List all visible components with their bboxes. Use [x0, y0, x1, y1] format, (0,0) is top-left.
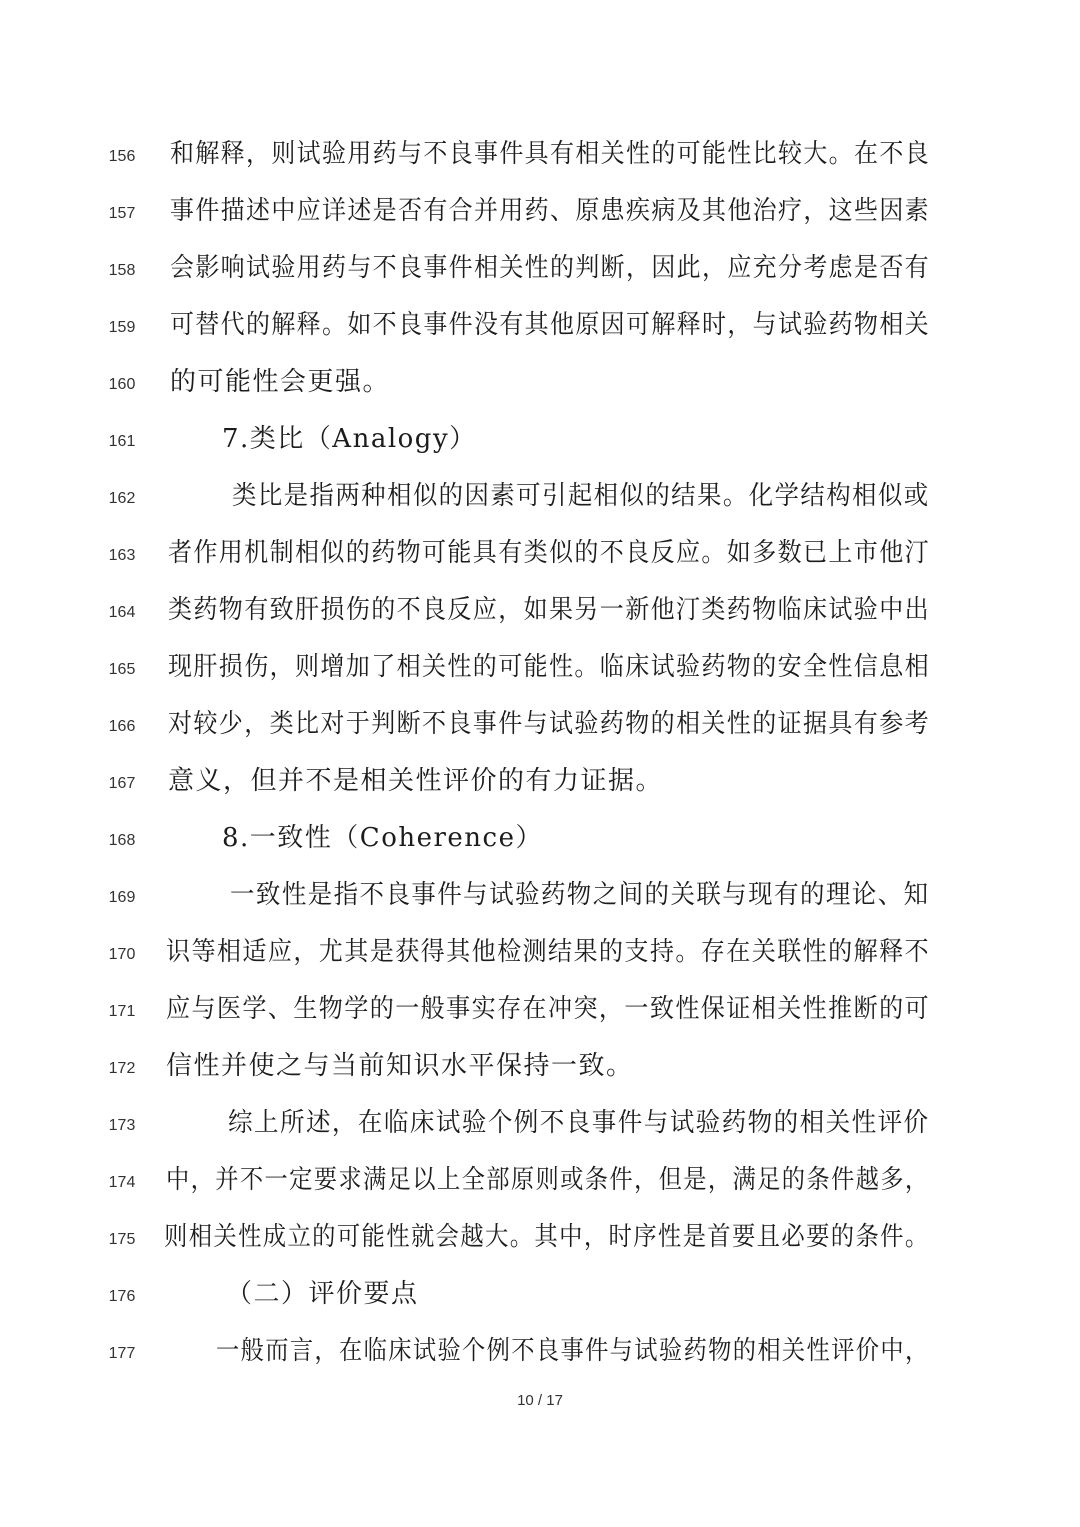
- line-text: 意义，但并不是相关性评价的有力证据。: [168, 766, 664, 796]
- text-line: [0, 761, 1080, 801]
- text-line: [0, 305, 1080, 345]
- line-text: 7.类比（Analogy）: [222, 424, 477, 454]
- line-text: 中，并不一定要求满足以上全部原则或条件，但是，满足的条件越多，: [166, 1165, 930, 1195]
- text-line: [0, 191, 1080, 231]
- line-text: 则相关性成立的可能性就会越大。其中，时序性是首要且必要的条件。: [164, 1222, 930, 1252]
- line-text: 事件描述中应详述是否有合并用药、原患疾病及其他治疗，这些因素: [170, 196, 931, 226]
- line-text: 类药物有致肝损伤的不良反应，如果另一新他汀类药物临床试验中出: [168, 595, 931, 625]
- text-line: [0, 1103, 1080, 1143]
- text-line: [0, 1217, 1080, 1257]
- line-text: 对较少，类比对于判断不良事件与试验药物的相关性的证据具有参考: [168, 709, 931, 739]
- line-number: 177: [108, 1345, 136, 1362]
- line-text: 现肝损伤，则增加了相关性的可能性。临床试验药物的安全性信息相: [168, 652, 931, 682]
- line-number: 169: [108, 889, 136, 906]
- line-text: 应与医学、生物学的一般事实存在冲突，一致性保证相关性推断的可: [166, 994, 931, 1024]
- line-number: 158: [108, 262, 136, 279]
- line-number: 173: [108, 1117, 136, 1134]
- line-number: 162: [108, 490, 136, 507]
- line-number: 159: [108, 319, 136, 336]
- line-text: 一般而言，在临床试验个例不良事件与试验药物的相关性评价中，: [216, 1336, 930, 1366]
- text-line: [0, 590, 1080, 630]
- line-text: 会影响试验用药与不良事件相关性的判断，因此，应充分考虑是否有: [170, 253, 931, 283]
- line-text: 可替代的解释。如不良事件没有其他原因可解释时，与试验药物相关: [170, 310, 931, 340]
- page-indicator: 10 / 17: [517, 1392, 563, 1409]
- text-line: [0, 476, 1080, 516]
- line-text: 信性并使之与当前知识水平保持一致。: [166, 1051, 634, 1081]
- text-line: [0, 1331, 1080, 1371]
- line-number: 157: [108, 205, 136, 222]
- line-text: 的可能性会更强。: [170, 367, 391, 397]
- line-text: 者作用机制相似的药物可能具有类似的不良反应。如多数已上市他汀: [168, 538, 931, 568]
- text-line: [0, 704, 1080, 744]
- line-number: 160: [108, 376, 136, 393]
- line-text: 识等相适应，尤其是获得其他检测结果的支持。存在关联性的解释不: [166, 937, 931, 967]
- text-line: [0, 1160, 1080, 1200]
- line-number: 164: [108, 604, 136, 621]
- line-number: 175: [108, 1231, 136, 1248]
- section-heading: [0, 818, 1080, 858]
- line-number: 171: [108, 1003, 136, 1020]
- line-text: 一致性是指不良事件与试验药物之间的关联与现有的理论、知: [230, 880, 930, 910]
- text-line: [0, 1046, 1080, 1086]
- line-number: 176: [108, 1288, 136, 1305]
- text-line: [0, 362, 1080, 402]
- text-line: [0, 134, 1080, 174]
- line-number: 170: [108, 946, 136, 963]
- section-heading: [0, 1274, 1080, 1314]
- line-number: 161: [108, 433, 136, 450]
- line-text: 类比是指两种相似的因素可引起相似的结果。化学结构相似或: [232, 481, 930, 511]
- line-number: 166: [108, 718, 136, 735]
- text-line: [0, 932, 1080, 972]
- line-number: 168: [108, 832, 136, 849]
- line-text: 8.一致性（Coherence）: [222, 823, 543, 853]
- line-text: （二）评价要点: [226, 1279, 419, 1309]
- line-number: 163: [108, 547, 136, 564]
- line-number: 167: [108, 775, 136, 792]
- text-line: [0, 248, 1080, 288]
- line-text: 和解释，则试验用药与不良事件具有相关性的可能性比较大。在不良: [170, 139, 931, 169]
- text-line: [0, 875, 1080, 915]
- line-number: 165: [108, 661, 136, 678]
- line-number: 156: [108, 148, 136, 165]
- text-line: [0, 533, 1080, 573]
- line-text: 综上所述，在临床试验个例不良事件与试验药物的相关性评价: [228, 1108, 930, 1138]
- line-number: 174: [108, 1174, 136, 1191]
- line-number: 172: [108, 1060, 136, 1077]
- section-heading: [0, 419, 1080, 459]
- text-line: [0, 647, 1080, 687]
- text-line: [0, 989, 1080, 1029]
